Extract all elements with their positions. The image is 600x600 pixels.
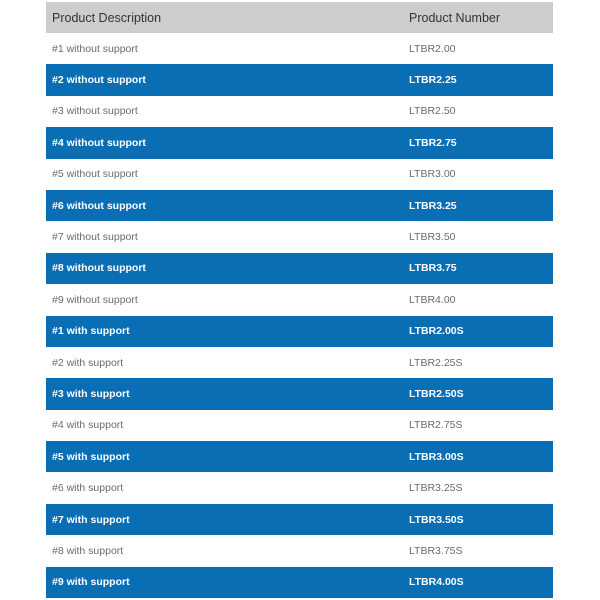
- table-header: [46, 2, 553, 33]
- table-row: [46, 535, 553, 566]
- product-description-cell: #6 with support: [52, 482, 124, 495]
- product-description-cell: #7 with support: [52, 513, 130, 526]
- product-number-cell: LTBR3.00: [409, 168, 456, 181]
- table-row: [46, 159, 553, 190]
- product-number-cell: LTBR4.00S: [409, 576, 464, 589]
- table-row: [46, 347, 553, 378]
- table-row: [46, 127, 553, 158]
- table-row: [46, 472, 553, 503]
- table-row: [46, 378, 553, 409]
- product-number-cell: LTBR2.25: [409, 74, 457, 87]
- product-number-cell: LTBR3.25S: [409, 482, 463, 495]
- table-row: [46, 253, 553, 284]
- product-number-cell: LTBR3.75: [409, 262, 457, 275]
- product-description-cell: #8 with support: [52, 544, 124, 557]
- product-number-cell: LTBR3.75S: [409, 544, 463, 557]
- product-number-cell: LTBR2.50S: [409, 387, 464, 400]
- product-description-cell: #6 without support: [52, 199, 146, 212]
- table-row: [46, 96, 553, 127]
- product-description-cell: #7 without support: [52, 231, 138, 244]
- product-number-cell: LTBR4.00: [409, 293, 456, 306]
- product-description-cell: #1 without support: [52, 42, 138, 55]
- product-description-cell: #3 without support: [52, 105, 138, 118]
- product-description-cell: #2 with support: [52, 356, 124, 369]
- table-row: [46, 64, 553, 95]
- product-description-cell: #8 without support: [52, 262, 146, 275]
- product-description-cell: #4 with support: [52, 419, 124, 432]
- product-number-cell: LTBR3.25: [409, 199, 457, 212]
- table-row: [46, 190, 553, 221]
- table-row: [46, 504, 553, 535]
- product-number-cell: LTBR3.50: [409, 231, 456, 244]
- product-number-cell: LTBR2.75S: [409, 419, 463, 432]
- product-number-cell: LTBR2.00: [409, 42, 456, 55]
- product-description-cell: #9 with support: [52, 576, 130, 589]
- product-number-cell: LTBR2.50: [409, 105, 456, 118]
- table-row: [46, 33, 553, 64]
- product-number-cell: LTBR2.00S: [409, 325, 464, 338]
- table-row: [46, 316, 553, 347]
- table-row: [46, 221, 553, 252]
- product-description-cell: #9 without support: [52, 293, 138, 306]
- product-description-cell: #4 without support: [52, 136, 146, 149]
- product-description-cell: #1 with support: [52, 325, 130, 338]
- product-table: [46, 2, 553, 598]
- product-description-cell: #3 with support: [52, 387, 130, 400]
- header-product-number: Product Number: [409, 10, 501, 25]
- product-number-cell: LTBR3.00S: [409, 450, 464, 463]
- product-number-cell: LTBR2.75: [409, 136, 457, 149]
- product-description-cell: #5 without support: [52, 168, 138, 181]
- table-row: [46, 284, 553, 315]
- header-product-description: Product Description: [52, 10, 162, 25]
- product-number-cell: LTBR2.25S: [409, 356, 463, 369]
- table-row: [46, 441, 553, 472]
- table-row: [46, 567, 553, 598]
- table-row: [46, 410, 553, 441]
- product-number-cell: LTBR3.50S: [409, 513, 464, 526]
- product-description-cell: #2 without support: [52, 74, 146, 87]
- product-description-cell: #5 with support: [52, 450, 130, 463]
